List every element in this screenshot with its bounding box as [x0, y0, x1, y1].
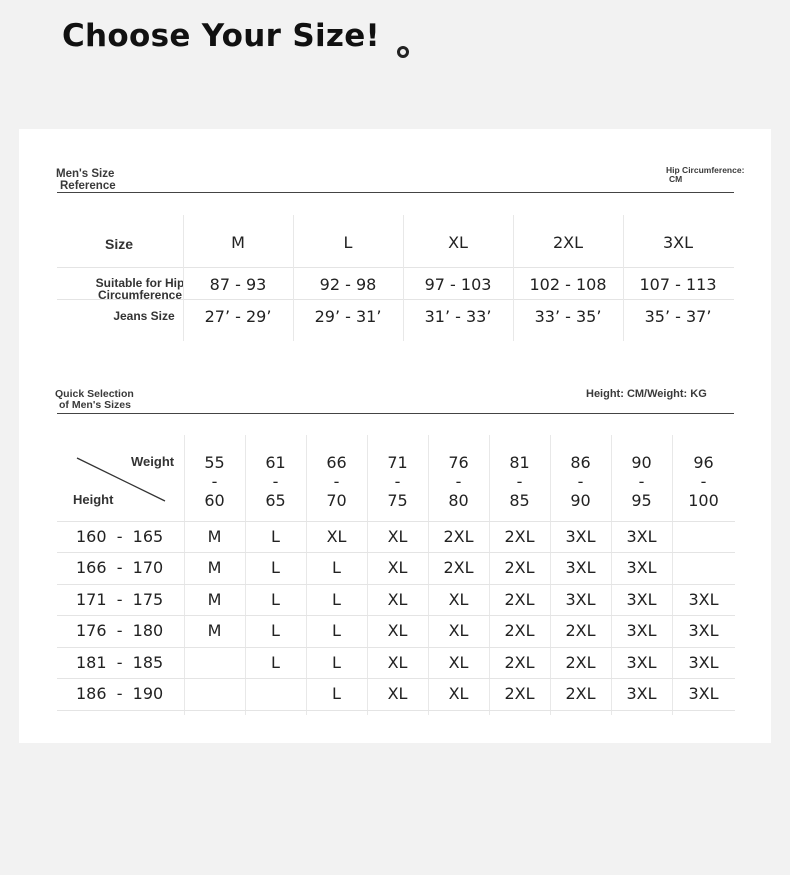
recommended-size-cell: L: [271, 621, 280, 640]
recommended-size-cell: L: [271, 653, 280, 672]
recommended-size-cell: L: [271, 558, 280, 577]
height-range-label: 171 - 175: [76, 590, 164, 609]
weight-range-header: [489, 453, 550, 510]
recommended-size-cell: 3XL: [626, 527, 657, 546]
weight-range-sep: -: [577, 472, 584, 491]
weight-range-to: 80: [448, 491, 469, 510]
size-reference-cell: 107 - 113: [639, 275, 717, 294]
size-reference-cell: 29’ - 31’: [314, 307, 382, 326]
recommended-size-cell: L: [332, 590, 341, 609]
weight-range-header: [428, 453, 489, 510]
size-header-cell: 3XL: [662, 233, 694, 252]
size-reference-title-line2: Reference: [60, 180, 116, 192]
size-reference-cell: 33’ - 35’: [534, 307, 602, 326]
hip-unit-note-line1: Hip Circumference:: [666, 165, 745, 175]
recommended-size-cell: 2XL: [565, 621, 596, 640]
size-reference-cell: 35’ - 37’: [644, 307, 712, 326]
size-reference-cell: 27’ - 29’: [204, 307, 272, 326]
weight-range-header: [367, 453, 428, 510]
size-reference-cell: 102 - 108: [529, 275, 607, 294]
recommended-size-cell: M: [207, 590, 222, 609]
weight-range-to: 75: [387, 491, 408, 510]
recommended-size-cell: XL: [448, 621, 469, 640]
recommended-size-cell: 3XL: [688, 684, 719, 703]
weight-range-from: 81: [509, 453, 530, 472]
weight-range-to: 90: [570, 491, 591, 510]
weight-range-sep: -: [638, 472, 645, 491]
quick-selection-row-divider: [57, 647, 735, 648]
recommended-size-cell: 2XL: [504, 527, 535, 546]
height-range-label: 166 - 170: [76, 558, 164, 577]
size-header-cell: L: [343, 233, 353, 252]
weight-range-to: 100: [688, 491, 719, 510]
size-reference-row-divider: [57, 267, 734, 268]
recommended-size-cell: 2XL: [504, 684, 535, 703]
size-header-cell: M: [231, 233, 245, 252]
weight-range-to: 60: [204, 491, 225, 510]
weight-range-sep: -: [700, 472, 707, 491]
recommended-size-cell: XL: [387, 590, 408, 609]
size-column-label: Size: [105, 236, 134, 252]
recommended-size-cell: L: [332, 621, 341, 640]
size-chart-card: [19, 129, 771, 743]
recommended-size-cell: XL: [448, 653, 469, 672]
size-reference-row-divider: [57, 299, 734, 300]
weight-range-header: [245, 453, 306, 510]
recommended-size-cell: L: [332, 653, 341, 672]
height-range-label: 176 - 180: [76, 621, 164, 640]
weight-range-from: 71: [387, 453, 408, 472]
size-reference-cell: 87 - 93: [209, 275, 267, 294]
recommended-size-cell: 3XL: [688, 621, 719, 640]
size-reference-title-line1: Men's Size: [56, 168, 115, 180]
recommended-size-cell: XL: [326, 527, 347, 546]
recommended-size-cell: 3XL: [626, 621, 657, 640]
recommended-size-cell: L: [271, 527, 280, 546]
recommended-size-cell: 3XL: [626, 653, 657, 672]
height-range-label: 181 - 185: [76, 653, 164, 672]
size-header-cell: XL: [448, 233, 468, 252]
quick-selection-row-divider: [57, 710, 735, 711]
weight-range-sep: -: [516, 472, 523, 491]
weight-range-sep: -: [333, 472, 340, 491]
page-title: Choose Your Size!: [62, 18, 380, 54]
recommended-size-cell: 3XL: [626, 590, 657, 609]
weight-range-sep: -: [394, 472, 401, 491]
recommended-size-cell: 3XL: [626, 684, 657, 703]
recommended-size-cell: 3XL: [565, 590, 596, 609]
recommended-size-cell: 2XL: [565, 653, 596, 672]
weight-range-sep: -: [272, 472, 279, 491]
recommended-size-cell: XL: [387, 558, 408, 577]
weight-range-to: 65: [265, 491, 286, 510]
weight-range-header: [184, 453, 245, 510]
recommended-size-cell: 2XL: [504, 590, 535, 609]
recommended-size-cell: L: [332, 558, 341, 577]
size-header-cell: 2XL: [552, 233, 584, 252]
weight-range-to: 70: [326, 491, 347, 510]
recommended-size-cell: 3XL: [565, 558, 596, 577]
recommended-size-cell: XL: [387, 684, 408, 703]
quick-selection-row-divider: [57, 615, 735, 616]
weight-range-sep: -: [455, 472, 462, 491]
weight-range-header: [611, 453, 672, 510]
loading-ring-icon: [397, 46, 409, 58]
quick-selection-row-divider: [57, 584, 735, 585]
size-reference-title: [56, 168, 116, 192]
recommended-size-cell: M: [207, 558, 222, 577]
recommended-size-cell: XL: [448, 590, 469, 609]
recommended-size-cell: XL: [387, 621, 408, 640]
size-reference-divider: [57, 192, 734, 193]
weight-range-from: 86: [570, 453, 591, 472]
height-axis-label: Height: [73, 492, 114, 507]
hip-row-label-line1: Suitable for Hip: [95, 276, 185, 290]
quick-selection-row-divider: [57, 552, 735, 553]
recommended-size-cell: M: [207, 527, 222, 546]
weight-range-header: [306, 453, 367, 510]
quick-selection-title-line2: of Men's Sizes: [59, 399, 131, 411]
hip-unit-note: [666, 166, 744, 184]
recommended-size-cell: 2XL: [565, 684, 596, 703]
recommended-size-cell: L: [271, 590, 280, 609]
weight-range-from: 76: [448, 453, 469, 472]
recommended-size-cell: 2XL: [504, 653, 535, 672]
height-range-label: 160 - 165: [76, 527, 164, 546]
recommended-size-cell: XL: [387, 527, 408, 546]
recommended-size-cell: 2XL: [504, 558, 535, 577]
weight-range-from: 66: [326, 453, 347, 472]
recommended-size-cell: 2XL: [504, 621, 535, 640]
quick-selection-title: [55, 389, 134, 411]
quick-selection-row-divider: [57, 521, 735, 522]
weight-range-sep: -: [211, 472, 218, 491]
weight-range-header: [550, 453, 611, 510]
recommended-size-cell: M: [207, 621, 222, 640]
recommended-size-cell: 3XL: [565, 527, 596, 546]
recommended-size-cell: 3XL: [688, 590, 719, 609]
quick-selection-divider: [57, 413, 734, 414]
hip-unit-note-line2: CM: [669, 174, 683, 184]
weight-range-from: 96: [693, 453, 714, 472]
weight-range-header: [672, 453, 735, 510]
size-reference-cell: 31’ - 33’: [424, 307, 492, 326]
units-note: Height: CM/Weight: KG: [586, 388, 707, 400]
quick-selection-title-line1: Quick Selection: [55, 388, 134, 400]
size-reference-cell: 92 - 98: [319, 275, 377, 294]
recommended-size-cell: 3XL: [626, 558, 657, 577]
hip-row-label-line2: Circumference: [97, 288, 183, 302]
jeans-row-label: Jeans Size: [113, 309, 175, 323]
weight-range-to: 85: [509, 491, 530, 510]
quick-selection-row-divider: [57, 678, 735, 679]
weight-range-from: 55: [204, 453, 225, 472]
weight-range-from: 90: [631, 453, 652, 472]
recommended-size-cell: 2XL: [443, 527, 474, 546]
size-reference-cell: 97 - 103: [424, 275, 492, 294]
weight-range-to: 95: [631, 491, 652, 510]
recommended-size-cell: XL: [448, 684, 469, 703]
recommended-size-cell: 2XL: [443, 558, 474, 577]
height-range-label: 186 - 190: [76, 684, 164, 703]
recommended-size-cell: XL: [387, 653, 408, 672]
recommended-size-cell: L: [332, 684, 341, 703]
weight-range-from: 61: [265, 453, 286, 472]
weight-axis-label: Weight: [131, 454, 175, 469]
recommended-size-cell: 3XL: [688, 653, 719, 672]
